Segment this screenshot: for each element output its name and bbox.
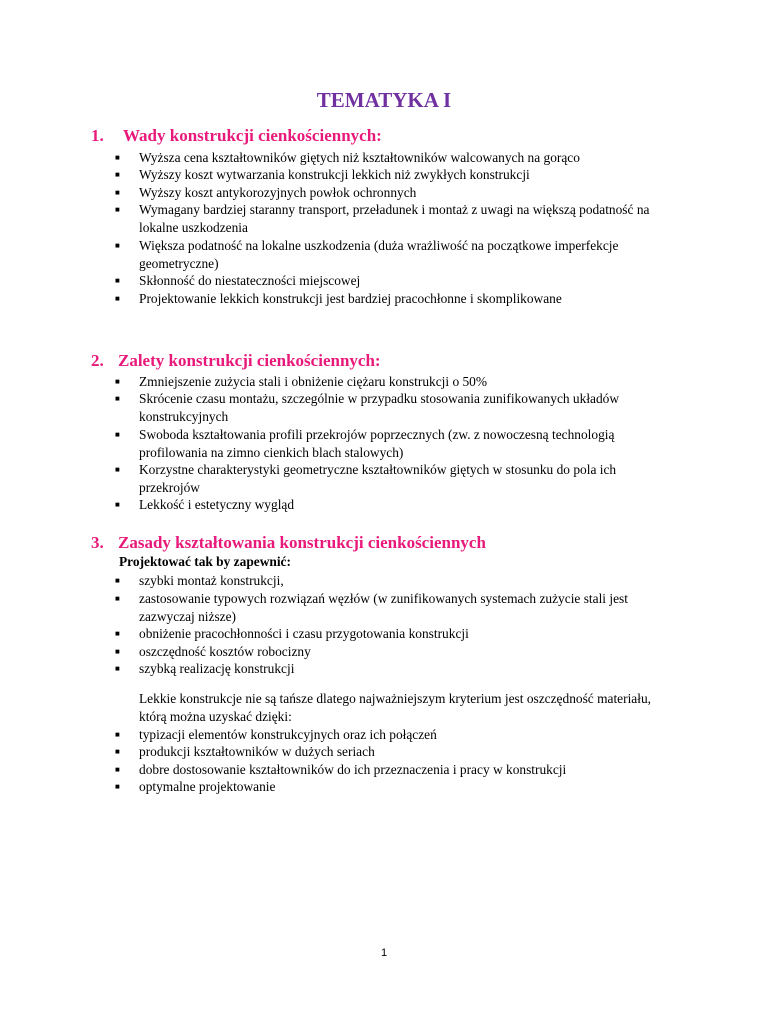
- section-2-title: Zalety konstrukcji cienkościennych:: [118, 351, 381, 370]
- list-item: ■ Skrócenie czasu montażu, szczególnie w przypadku stosowania zunifikowanych układów konstrukcyjnych: [115, 391, 620, 424]
- list-item: ■ Swoboda kształtowania profili przekrojów poprzecznych (zw. z nowoczesną technologią profilowania na zimno cienkich blach stalowych): [115, 427, 615, 460]
- list-item: ■ zastosowanie typowych rozwiązań węzłów (w zunifikowanych systemach zużycie stali jest zazwyczaj niższe): [115, 591, 628, 624]
- bullet-icon: ■: [115, 153, 120, 162]
- list-item: ■ Zmniejszenie zużycia stali i obniżenie ciężaru konstrukcji o 50%: [115, 374, 488, 389]
- bullet-icon: ■: [115, 188, 120, 197]
- list-item: ■ produkcji kształtowników w dużych seriach: [115, 744, 375, 759]
- bullet-icon: ■: [115, 205, 120, 214]
- list-item: ■ Wyższy koszt wytwarzania konstrukcji lekkich niż zwykłych konstrukcji: [115, 167, 530, 182]
- bullet-icon: ■: [115, 294, 120, 303]
- list-item: ■ oszczędność kosztów robocizny: [115, 644, 311, 659]
- list-item: ■ optymalne projektowanie: [115, 779, 276, 794]
- list-item: ■ szybki montaż konstrukcji,: [115, 573, 284, 588]
- bullet-icon: ■: [115, 629, 120, 638]
- section-3-subheading: Projektować tak by zapewnić:: [119, 554, 291, 569]
- bullet-icon: ■: [115, 465, 120, 474]
- bullet-icon: ■: [115, 276, 120, 285]
- page-number: 1: [380, 947, 388, 959]
- list-item: ■ Korzystne charakterystyki geometryczne kształtowników giętych w stosunku do pola ich przekrojów: [115, 462, 617, 495]
- bullet-icon: ■: [115, 782, 120, 791]
- bullet-icon: ■: [115, 394, 120, 403]
- bullet-icon: ■: [115, 170, 120, 179]
- bullet-icon: ■: [115, 241, 120, 250]
- page-title: TEMATYKA I: [316, 88, 452, 112]
- section-1-title: Wady konstrukcji cienkościennych:: [123, 126, 382, 145]
- bullet-icon: ■: [115, 430, 120, 439]
- bullet-icon: ■: [115, 664, 120, 673]
- bullet-icon: ■: [115, 747, 120, 756]
- bullet-icon: ■: [115, 576, 120, 585]
- section-3-paragraph: Lekkie konstrukcje nie są tańsze dlatego najważniejszym kryterium jest oszczędność materiału, którą można uzyskać dzięki:: [139, 691, 652, 724]
- section-3-number: 3.: [91, 533, 104, 552]
- list-item: ■ Wymagany bardziej staranny transport, przeładunek i montaż z uwagi na większą podatność na lokalne uszkodzenia: [115, 202, 650, 235]
- bullet-icon: ■: [115, 377, 120, 386]
- bullet-icon: ■: [115, 730, 120, 739]
- list-item: ■ dobre dostosowanie kształtowników do ich przeznaczenia i pracy w konstrukcji: [115, 762, 567, 777]
- section-3-heading: [91, 532, 486, 554]
- bullet-icon: ■: [115, 765, 120, 774]
- list-item: ■ Projektowanie lekkich konstrukcji jest bardziej pracochłonne i skomplikowane: [115, 291, 562, 306]
- list-item: ■ Lekkość i estetyczny wygląd: [115, 497, 295, 512]
- list-item: ■ szybką realizację konstrukcji: [115, 661, 295, 676]
- list-item: ■ Wyższa cena kształtowników giętych niż kształtowników walcowanych na gorąco: [115, 150, 580, 165]
- list-item: ■ Większa podatność na lokalne uszkodzenia (duża wrażliwość na początkowe imperfekcje geometryczne): [115, 238, 619, 271]
- section-1-heading: [91, 125, 382, 147]
- list-item: ■ Wyższy koszt antykorozyjnych powłok ochronnych: [115, 185, 417, 200]
- list-item: ■ obniżenie pracochłonności i czasu przygotowania konstrukcji: [115, 626, 469, 641]
- section-2-heading: [91, 350, 381, 372]
- bullet-icon: ■: [115, 647, 120, 656]
- section-1-number: 1.: [91, 126, 104, 145]
- bullet-icon: ■: [115, 500, 120, 509]
- list-item: ■ typizacji elementów konstrukcyjnych oraz ich połączeń: [115, 727, 437, 742]
- section-2-number: 2.: [91, 351, 104, 370]
- list-item: ■ Skłonność do niestateczności miejscowej: [115, 273, 361, 288]
- section-3-title: Zasady kształtowania konstrukcji cienkościennych: [118, 533, 486, 552]
- bullet-icon: ■: [115, 594, 120, 603]
